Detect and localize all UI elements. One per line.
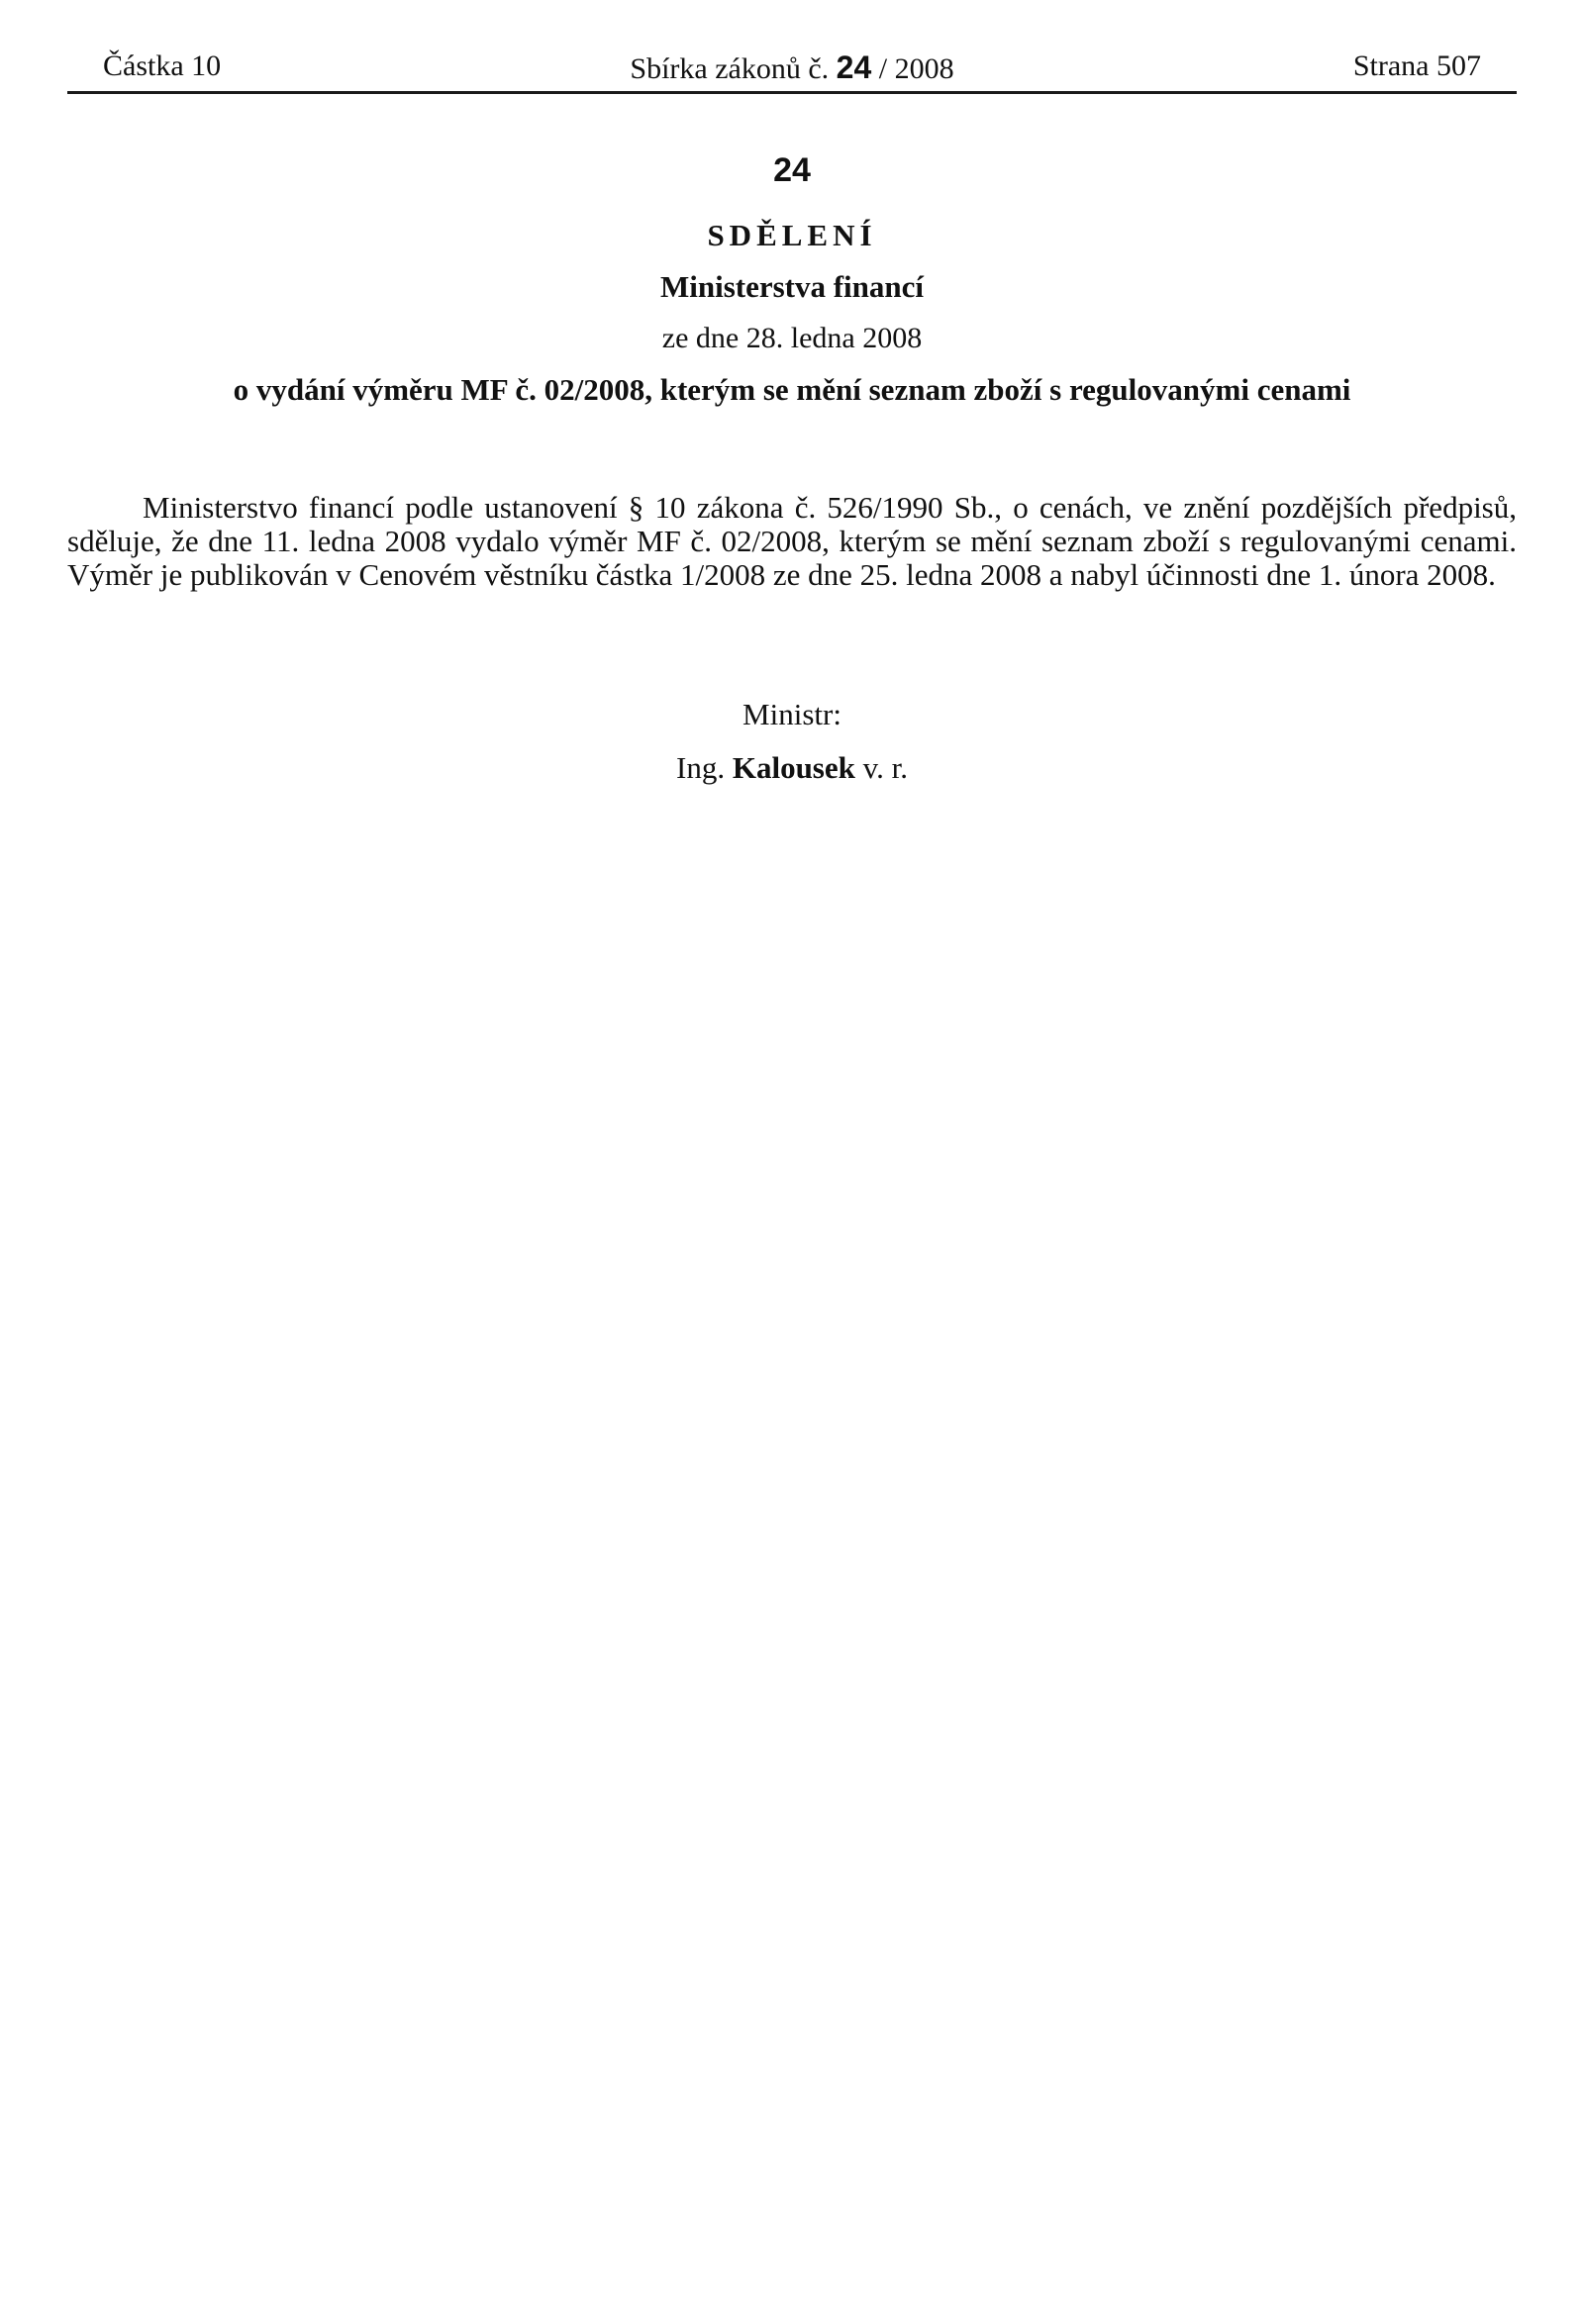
header-collection — [67, 49, 1517, 86]
document-type: SDĚLENÍ — [707, 218, 877, 252]
signature-suffix: v. r. — [862, 750, 908, 785]
header-collection-year: / 2008 — [878, 52, 954, 85]
document-number: 24 — [773, 151, 811, 189]
signature-name-line — [67, 748, 1517, 788]
body-paragraph: Ministerstvo financí podle ustanovení § 10 zákona č. 526/1990 Sb., o cenách, ve znění pozdějších předpisů, sděluje, že dne 11. ledna 2008 vydalo výměr MF č. 02/2008, kterým se mění seznam zboží s regulovanými cenami. Výměr je publikován v Cenovém věstníku částka 1/2008 ze dne 25. ledna 2008 a nabyl účinnosti dne 1. února 2008. — [67, 490, 1517, 592]
document-date: ze dne 28. ledna 2008 — [661, 322, 923, 354]
signature-surname: Kalousek — [732, 750, 855, 785]
header-page-number: Strana 507 — [1352, 49, 1481, 82]
signature-role: Ministr: — [742, 697, 842, 731]
signature-block — [67, 695, 1517, 788]
signature-title: Ing. — [676, 750, 726, 785]
header-collection-number: 24 — [836, 49, 872, 85]
document-subject: o vydání výměru MF č. 02/2008, kterým se mění seznam zboží s regulovanými cenami — [233, 372, 1351, 407]
title-block — [67, 150, 1517, 410]
document-issuer: Ministerstva financí — [659, 269, 925, 304]
header-issue-part: Částka 10 — [103, 49, 222, 82]
running-header — [67, 46, 1517, 94]
header-collection-prefix: Sbírka zákonů č. — [630, 52, 830, 85]
